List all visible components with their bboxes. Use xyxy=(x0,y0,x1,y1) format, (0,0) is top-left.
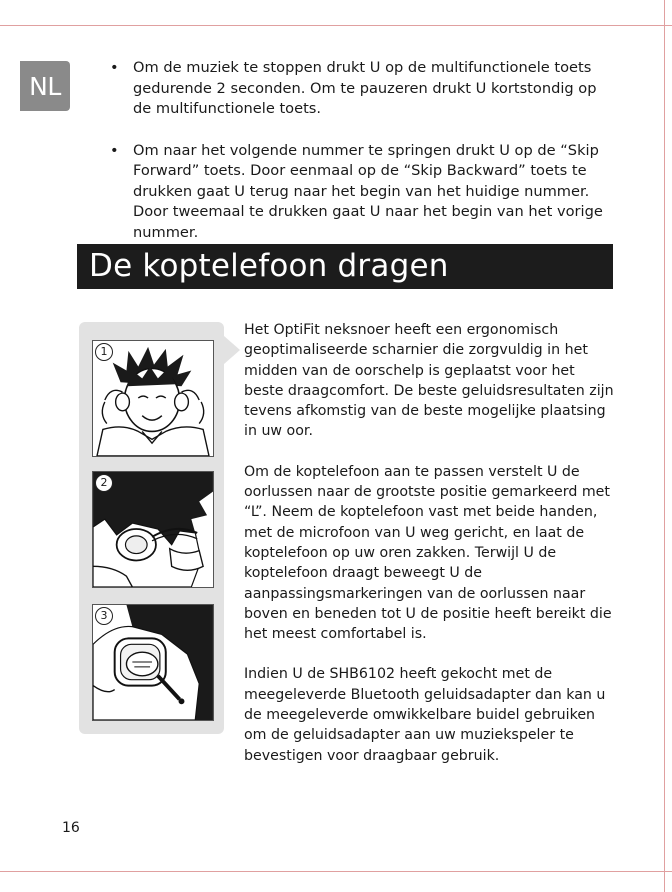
step-number-badge: 3 xyxy=(95,607,113,625)
language-tab: NL xyxy=(20,61,70,111)
illustration-step-1 xyxy=(92,340,214,457)
step-number-badge: 1 xyxy=(95,343,113,361)
bullet-item xyxy=(110,141,615,244)
illustration-step-2 xyxy=(92,471,214,588)
panel-pointer xyxy=(224,336,240,364)
top-border-rule xyxy=(0,25,672,26)
section-title: De koptelefoon dragen xyxy=(77,244,613,289)
fitted-headphone-illustration xyxy=(93,605,213,720)
right-border-rule xyxy=(664,0,665,892)
bottom-border-rule xyxy=(0,871,672,872)
body-text xyxy=(244,320,616,786)
instruction-bullets xyxy=(110,58,615,264)
wearing-headphones-illustration xyxy=(93,341,213,456)
step-number-badge: 2 xyxy=(95,474,113,492)
bullet-text: Om de muziek te stoppen drukt U op de multifunctionele toets gedurende 2 seconden. Om te pauzeren drukt U kortstondig op de multifunctionele toets. xyxy=(133,59,597,117)
adjusting-earloop-illustration xyxy=(93,472,213,587)
paragraph-fit: Het OptiFit neksnoer heeft een ergonomisch geoptimaliseerde scharnier die zorgvuldig in het midden van de oorschelp is geplaatst voor het beste draagcomfort. De beste geluidsresultaten zijn tevens afkomstig van de beste mogelijke plaatsing in uw oor. xyxy=(244,322,614,440)
page-number: 16 xyxy=(62,820,80,836)
paragraph-adjust: Om de koptelefoon aan te passen verstelt U de oorlussen naar de grootste positie gemarkeerd met “L”. Neem de koptelefoon vast met beide handen, met de microfoon van U weg gericht, en laat de koptelefoon op uw oren zakken. Terwijl U de koptelefoon draagt beweegt U de aanpassingsmarkeringen van de oorlussen naar boven en beneden tot U de positie heeft bereikt die het meest comfortabel is. xyxy=(244,463,612,643)
bullet-icon: • xyxy=(110,59,119,76)
illustration-step-3 xyxy=(92,604,214,721)
bullet-icon: • xyxy=(110,141,119,159)
bullet-text: Om naar het volgende nummer te springen drukt U op de “Skip Forward” toets. Door eenmaal op de “Skip Backward” toets te drukken gaat U terug naar het begin van het huidige nummer. Door tweemaal te drukken gaat U naar het begin van het vorige nummer. xyxy=(133,141,603,241)
paragraph-adapter: Indien U de SHB6102 heeft gekocht met de meegeleverde Bluetooth geluidsadapter dan kan u de meegeleverde omwikkelbare buidel gebruiken om de geluidsadapter aan uw muziekspeler te bevestigen voor draagbaar gebruik. xyxy=(244,666,606,764)
bullet-item xyxy=(110,58,615,120)
